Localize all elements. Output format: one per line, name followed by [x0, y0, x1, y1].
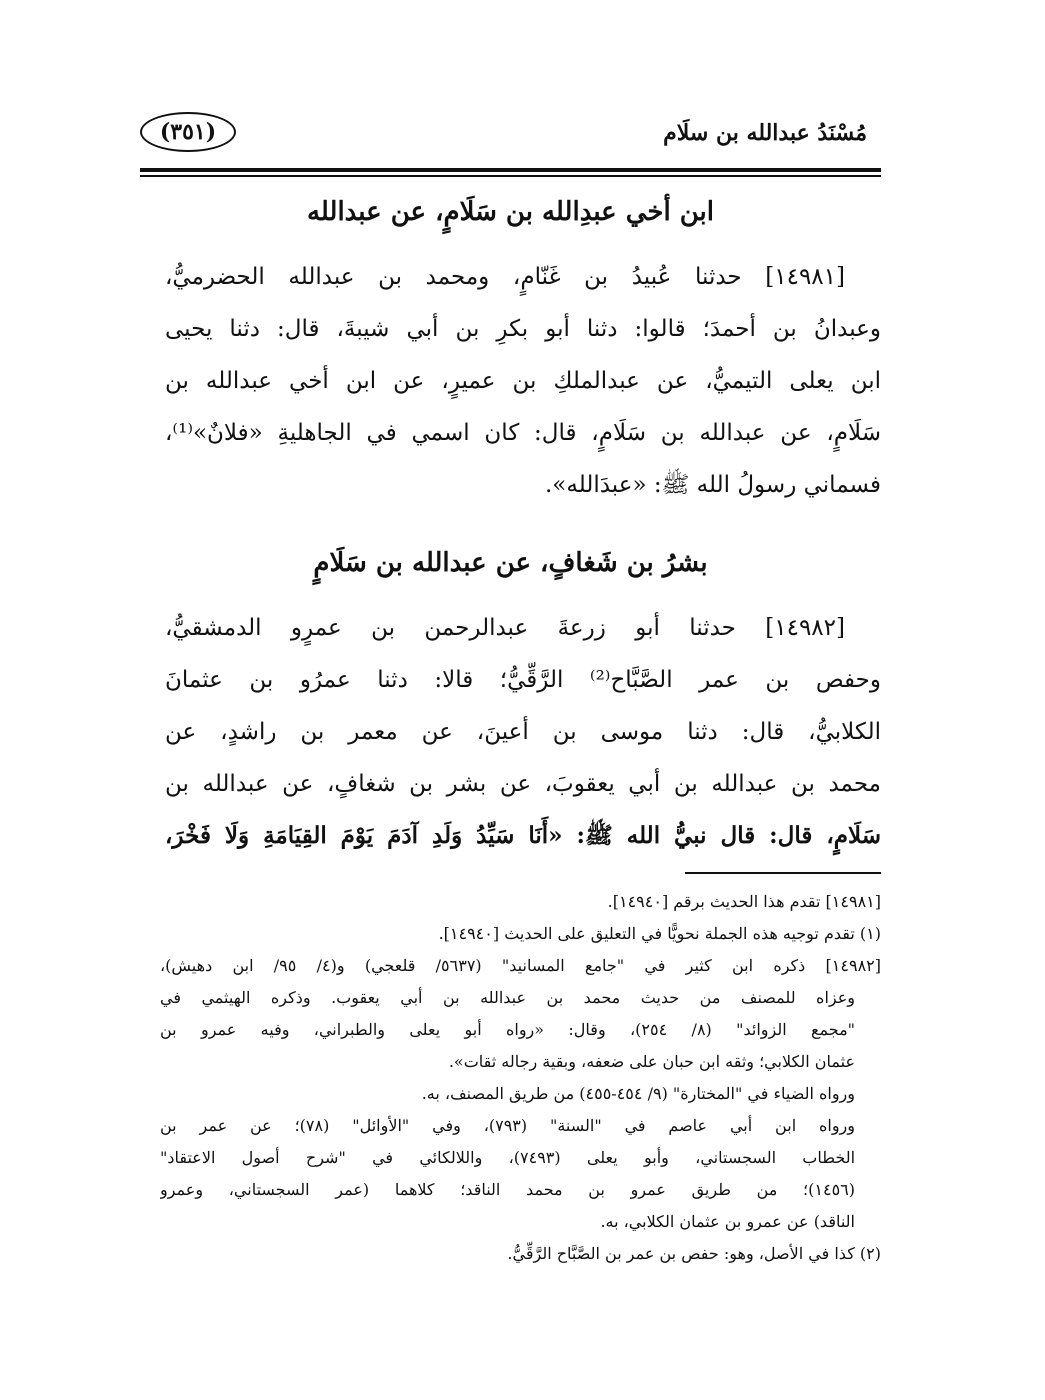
body-line: [١٤٩٨٢] حدثنا أبو زرعةَ عبدالرحمن بن عمرٍو الدمشقيُّ،	[165, 615, 845, 641]
body-line: سَلَامٍ، عن عبدالله بن سَلَامٍ، قال: كان اسمي في الجاهليةِ «فلانٌ»⁽¹⁾،	[165, 420, 881, 446]
footnote-line: الناقد) عن عمرو بن عثمان الكلابي، به.	[600, 1212, 855, 1231]
body-line: فسماني رسولُ الله ﷺ: «عبدَالله».	[544, 472, 881, 498]
footnote-line: "مجمع الزوائد" (٨/ ٢٥٤)، وقال: «رواه أبو يعلى والطبراني، وفيه عمرو بن	[160, 1020, 855, 1039]
footnote-line: [١٤٩٨١] تقدم هذا الحديث برقم [١٤٩٤٠].	[607, 892, 881, 911]
body-line: وحفص بن عمر الصَّبَّاح⁽²⁾ الرَّقِّيُّ؛ قالا: دثنا عمرُو بن عثمانَ	[165, 667, 881, 693]
footnote-line: [١٤٩٨٢] ذكره ابن كثير في "جامع المسانيد" (٥٦٣٧/ قلعجي) و(٤/ ٩٥/ ابن دهيش)،	[160, 956, 881, 975]
body-line: الكلابيُّ، قال: دثنا موسى بن أعينَ، عن معمر بن راشدٍ، عن	[165, 719, 881, 745]
body-line: محمد بن عبدالله بن أبي يعقوبَ، عن بشر بن شغافٍ، عن عبدالله بن	[165, 771, 881, 797]
page-number	[140, 112, 236, 152]
section-heading: ابن أخي عبدِالله بن سَلَامٍ، عن عبدالله	[306, 197, 715, 227]
page-number-label: (٣٥١)	[159, 119, 217, 145]
body-line: وعبدانُ بن أحمدَ؛ قالوا: دثنا أبو بكرِ بن أبي شيبةَ، قال: دثنا يحيى	[165, 316, 881, 342]
footnote-line: (٢) كذا في الأصل، وهو: حفص بن عمر بن الصَّبَّاح الرَّقِّيُّ.	[507, 1244, 881, 1263]
footnote-line: وعزاه للمصنف من حديث محمد بن عبدالله بن أبي يعقوب. وذكره الهيثمي في	[160, 988, 855, 1007]
header-rule-thick	[140, 168, 881, 172]
body-line: ابن يعلى التيميُّ، عن عبدالملكِ بن عميرٍ، عن ابن أخي عبدالله بن	[165, 368, 881, 394]
footnote-line: عثمان الكلابي؛ وثقه ابن حبان على ضعفه، وبقية رجاله ثقات».	[448, 1052, 855, 1071]
footnote-line: (١) تقدم توجيه هذه الجملة نحويًّا في التعليق على الحديث [١٤٩٤٠].	[438, 924, 881, 943]
footnote-separator	[685, 872, 881, 874]
footnote-line: ورواه ابن أبي عاصم في "السنة" (٧٩٣)، وفي "الأوائل" (٧٨)؛ عن عمر بن	[160, 1116, 855, 1135]
body-line: [١٤٩٨١] حدثنا عُبيدُ بن غَنّامٍ، ومحمد بن عبدالله الحضرميُّ،	[165, 264, 845, 290]
body-line: سَلَامٍ، قال: قال نبيُّ الله ﷺ: «أَنَا سَيِّدُ وَلَدِ آدَمَ يَوْمَ القِيَامَةِ وَلَا فَخْرَ،	[165, 822, 881, 849]
header-rule-thin	[140, 175, 881, 177]
footnote-line: (١٤٥٦)؛ من طريق عمرو بن محمد الناقد؛ كلاهما (عمر السجستاني، وعمرو	[160, 1180, 855, 1199]
section-heading: بشرُ بن شَغافٍ، عن عبدالله بن سَلَامٍ	[313, 548, 708, 578]
footnote-line: ورواه الضياء في "المختارة" (٩/ ٤٥٤-٤٥٥) من طريق المصنف، به.	[421, 1084, 855, 1103]
footnote-line: الخطاب السجستاني، وأبو يعلى (٧٤٩٣)، واللالكائي في "شرح أصول الاعتقاد"	[160, 1148, 855, 1167]
running-head: مُسْنَدُ عبدالله بن سلَام	[663, 120, 867, 146]
